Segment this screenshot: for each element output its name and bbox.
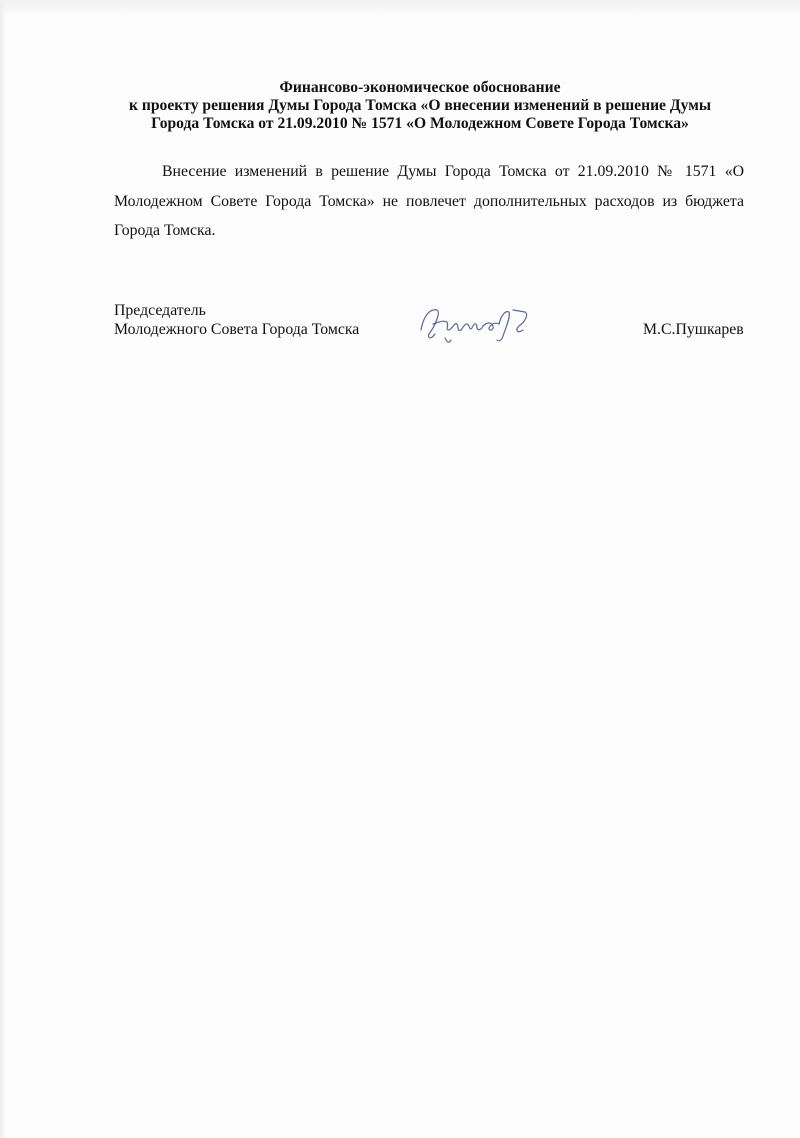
title-line-1: Финансово-экономическое обоснование (279, 79, 561, 96)
title-line-2: к проекту решения Думы Города Томска «О внесении изменений в решение Думы (129, 97, 711, 114)
signatory-position-line-2: Молодежного Совета Города Томска (114, 321, 360, 338)
signatory-position-line-1: Председатель (114, 302, 206, 319)
scan-edge-left (0, 0, 6, 1138)
handwritten-signature-icon (415, 300, 535, 346)
title-line-3: Города Томска от 21.09.2010 № 1571 «О Молодежном Совете Города Томска» (151, 115, 689, 132)
body-paragraph: Внесение изменений в решение Думы Города Томска от 21.09.2010 № 1571 «О Молодежном Совете Города Томска» не повлечет дополнительных расходов из бюджета Города Томска. (114, 163, 744, 239)
document-title (100, 79, 740, 133)
signatory-name: М.С.Пушкарев (643, 321, 744, 338)
signatory-position (114, 301, 359, 339)
scan-edge-top (0, 0, 800, 18)
